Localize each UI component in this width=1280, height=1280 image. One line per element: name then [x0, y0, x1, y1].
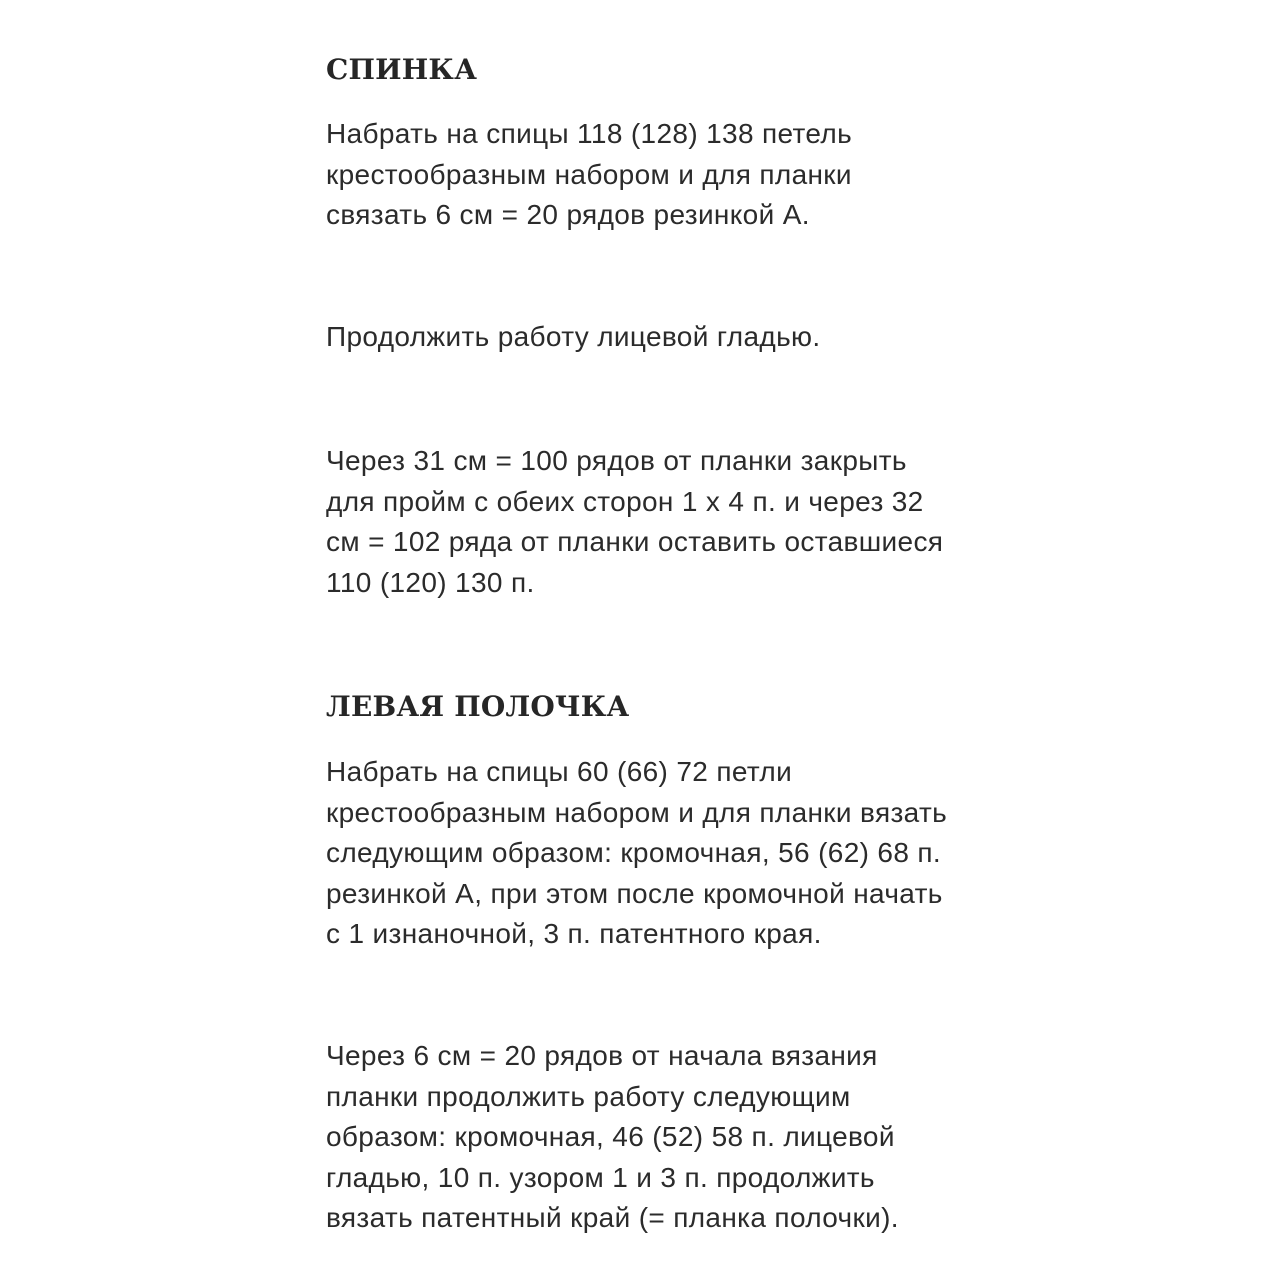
text-line: Через 31 см = 100 рядов от планки закрыть: [326, 445, 907, 476]
text-line: Через 6 см = 20 рядов от начала вязания: [326, 1040, 878, 1071]
text-line: крестообразным набором и для планки вязать: [326, 796, 948, 828]
text-line: гладью, 10 п. узором 1 и 3 п. продолжить: [326, 1161, 875, 1193]
text-line: связать 6 см = 20 рядов резинкой А.: [326, 199, 810, 230]
paragraph-back-stockinette: [326, 317, 966, 358]
section-title-back: СПИНКА: [326, 53, 478, 86]
text-line: крестообразным набором и для планки: [326, 158, 852, 190]
text-line: образом: кромочная, 46 (52) 58 п. лицевой: [326, 1121, 895, 1152]
paragraph-back-armholes: [326, 441, 966, 603]
text-line: см = 102 ряда от планки оставить оставшиеся: [326, 526, 944, 557]
paragraph-left-front-cast-on: [326, 752, 966, 955]
text-line: с 1 изнаночной, 3 п. патентного края.: [326, 918, 822, 949]
paragraph-back-cast-on: [326, 114, 966, 236]
paragraph-left-front-continue: [326, 1036, 966, 1239]
text-line: вязать патентный край (= планка полочки).: [326, 1202, 899, 1233]
text-line: Набрать на спицы 60 (66) 72 петли: [326, 756, 793, 787]
text-line: для пройм с обеих сторон 1 х 4 п. и через 32: [326, 485, 924, 517]
text-line: планки продолжить работу следующим: [326, 1080, 851, 1112]
section-title-left-front: ЛЕВАЯ ПОЛОЧКА: [326, 690, 630, 723]
text-line: Набрать на спицы 118 (128) 138 петель: [326, 118, 853, 149]
text-line: Продолжить работу лицевой гладью.: [326, 321, 821, 352]
text-line: 110 (120) 130 п.: [326, 566, 535, 598]
text-line: следующим образом: кромочная, 56 (62) 68 п.: [326, 837, 942, 868]
text-line: резинкой А, при этом после кромочной начать: [326, 877, 943, 909]
